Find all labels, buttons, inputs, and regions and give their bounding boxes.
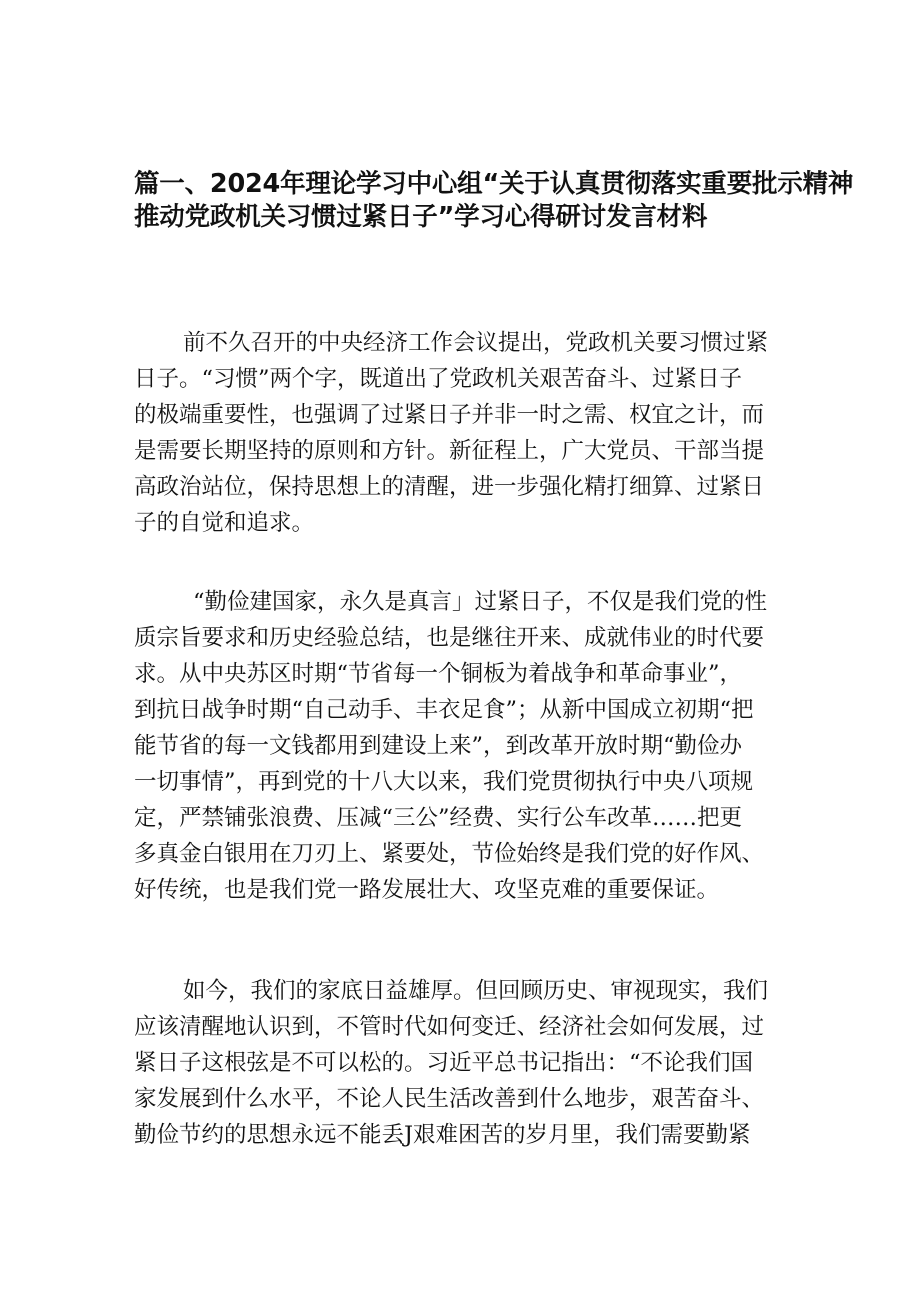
paragraph-line: 一切事情”，再到党的十八大以来，我们党贯彻执行中央八项规: [134, 769, 754, 795]
paragraph-line: 子的自觉和追求。: [134, 510, 315, 536]
document-title-line-1: 篇一、2024年理论学习中心组“关于认真贯彻落实重要批示精神: [134, 169, 854, 199]
paragraph-line: 如今，我们的家底日益雄厚。但回顾历史、审视现实，我们: [183, 978, 769, 1004]
paragraph-line: 家发展到什么水平，不论人民生活改善到什么地步，艰苦奋斗、: [134, 1086, 765, 1112]
paragraph-line: 到抗日战争时期“自己动手、丰衣足食”；从新中国成立初期“把: [134, 697, 754, 723]
paragraph-line: 是需要长期坚持的原则和方针。新征程上，广大党员、干部当提: [134, 438, 765, 464]
document-title-line-2: 推动党政机关习惯过紧日子”学习心得研讨发言材料: [134, 202, 708, 232]
paragraph-line: 的极端重要性，也强调了过紧日子并非一时之需、权宜之计，而: [134, 402, 765, 428]
paragraph-line: 应该清醒地认识到，不管时代如何变迁、经济社会如何发展，过: [134, 1014, 765, 1040]
paragraph-line: 勤俭节约的思想永远不能丢J艰难困苦的岁月里，我们需要勤紧: [134, 1122, 751, 1148]
paragraph-line: 质宗旨要求和历史经验总结，也是继往开来、成就伟业的时代要: [134, 625, 765, 651]
paragraph-line: “勤俭建国家，永久是真言」过紧日子，不仅是我们党的性: [193, 589, 768, 615]
paragraph-line: 能节省的每一文钱都用到建设上来”，到改革开放时期“勤俭办: [134, 733, 743, 759]
paragraph-line: 好传统，也是我们党一路发展壮大、攻坚克难的重要保证。: [134, 877, 720, 903]
paragraph-line: 日子。“习惯”两个字，既道出了党政机关艰苦奋斗、过紧日子: [134, 366, 743, 392]
paragraph-line: 求。从中央苏区时期“节省每一个铜板为着战争和革命事业”，: [134, 661, 743, 687]
paragraph-line: 前不久召开的中央经济工作会议提出，党政机关要习惯过紧: [183, 330, 769, 356]
paragraph-line: 高政治站位，保持思想上的清醒，进一步强化精打细算、过紧日: [134, 474, 765, 500]
paragraph-line: 定，严禁铺张浪费、压减“三公”经费、实行公车改革……把更: [134, 805, 743, 831]
paragraph-line: 多真金白银用在刀刃上、紧要处，节俭始终是我们党的好作风、: [134, 841, 765, 867]
paragraph-line: 紧日子这根弦是不可以松的。习近平总书记指出：“不论我们国: [134, 1050, 754, 1076]
